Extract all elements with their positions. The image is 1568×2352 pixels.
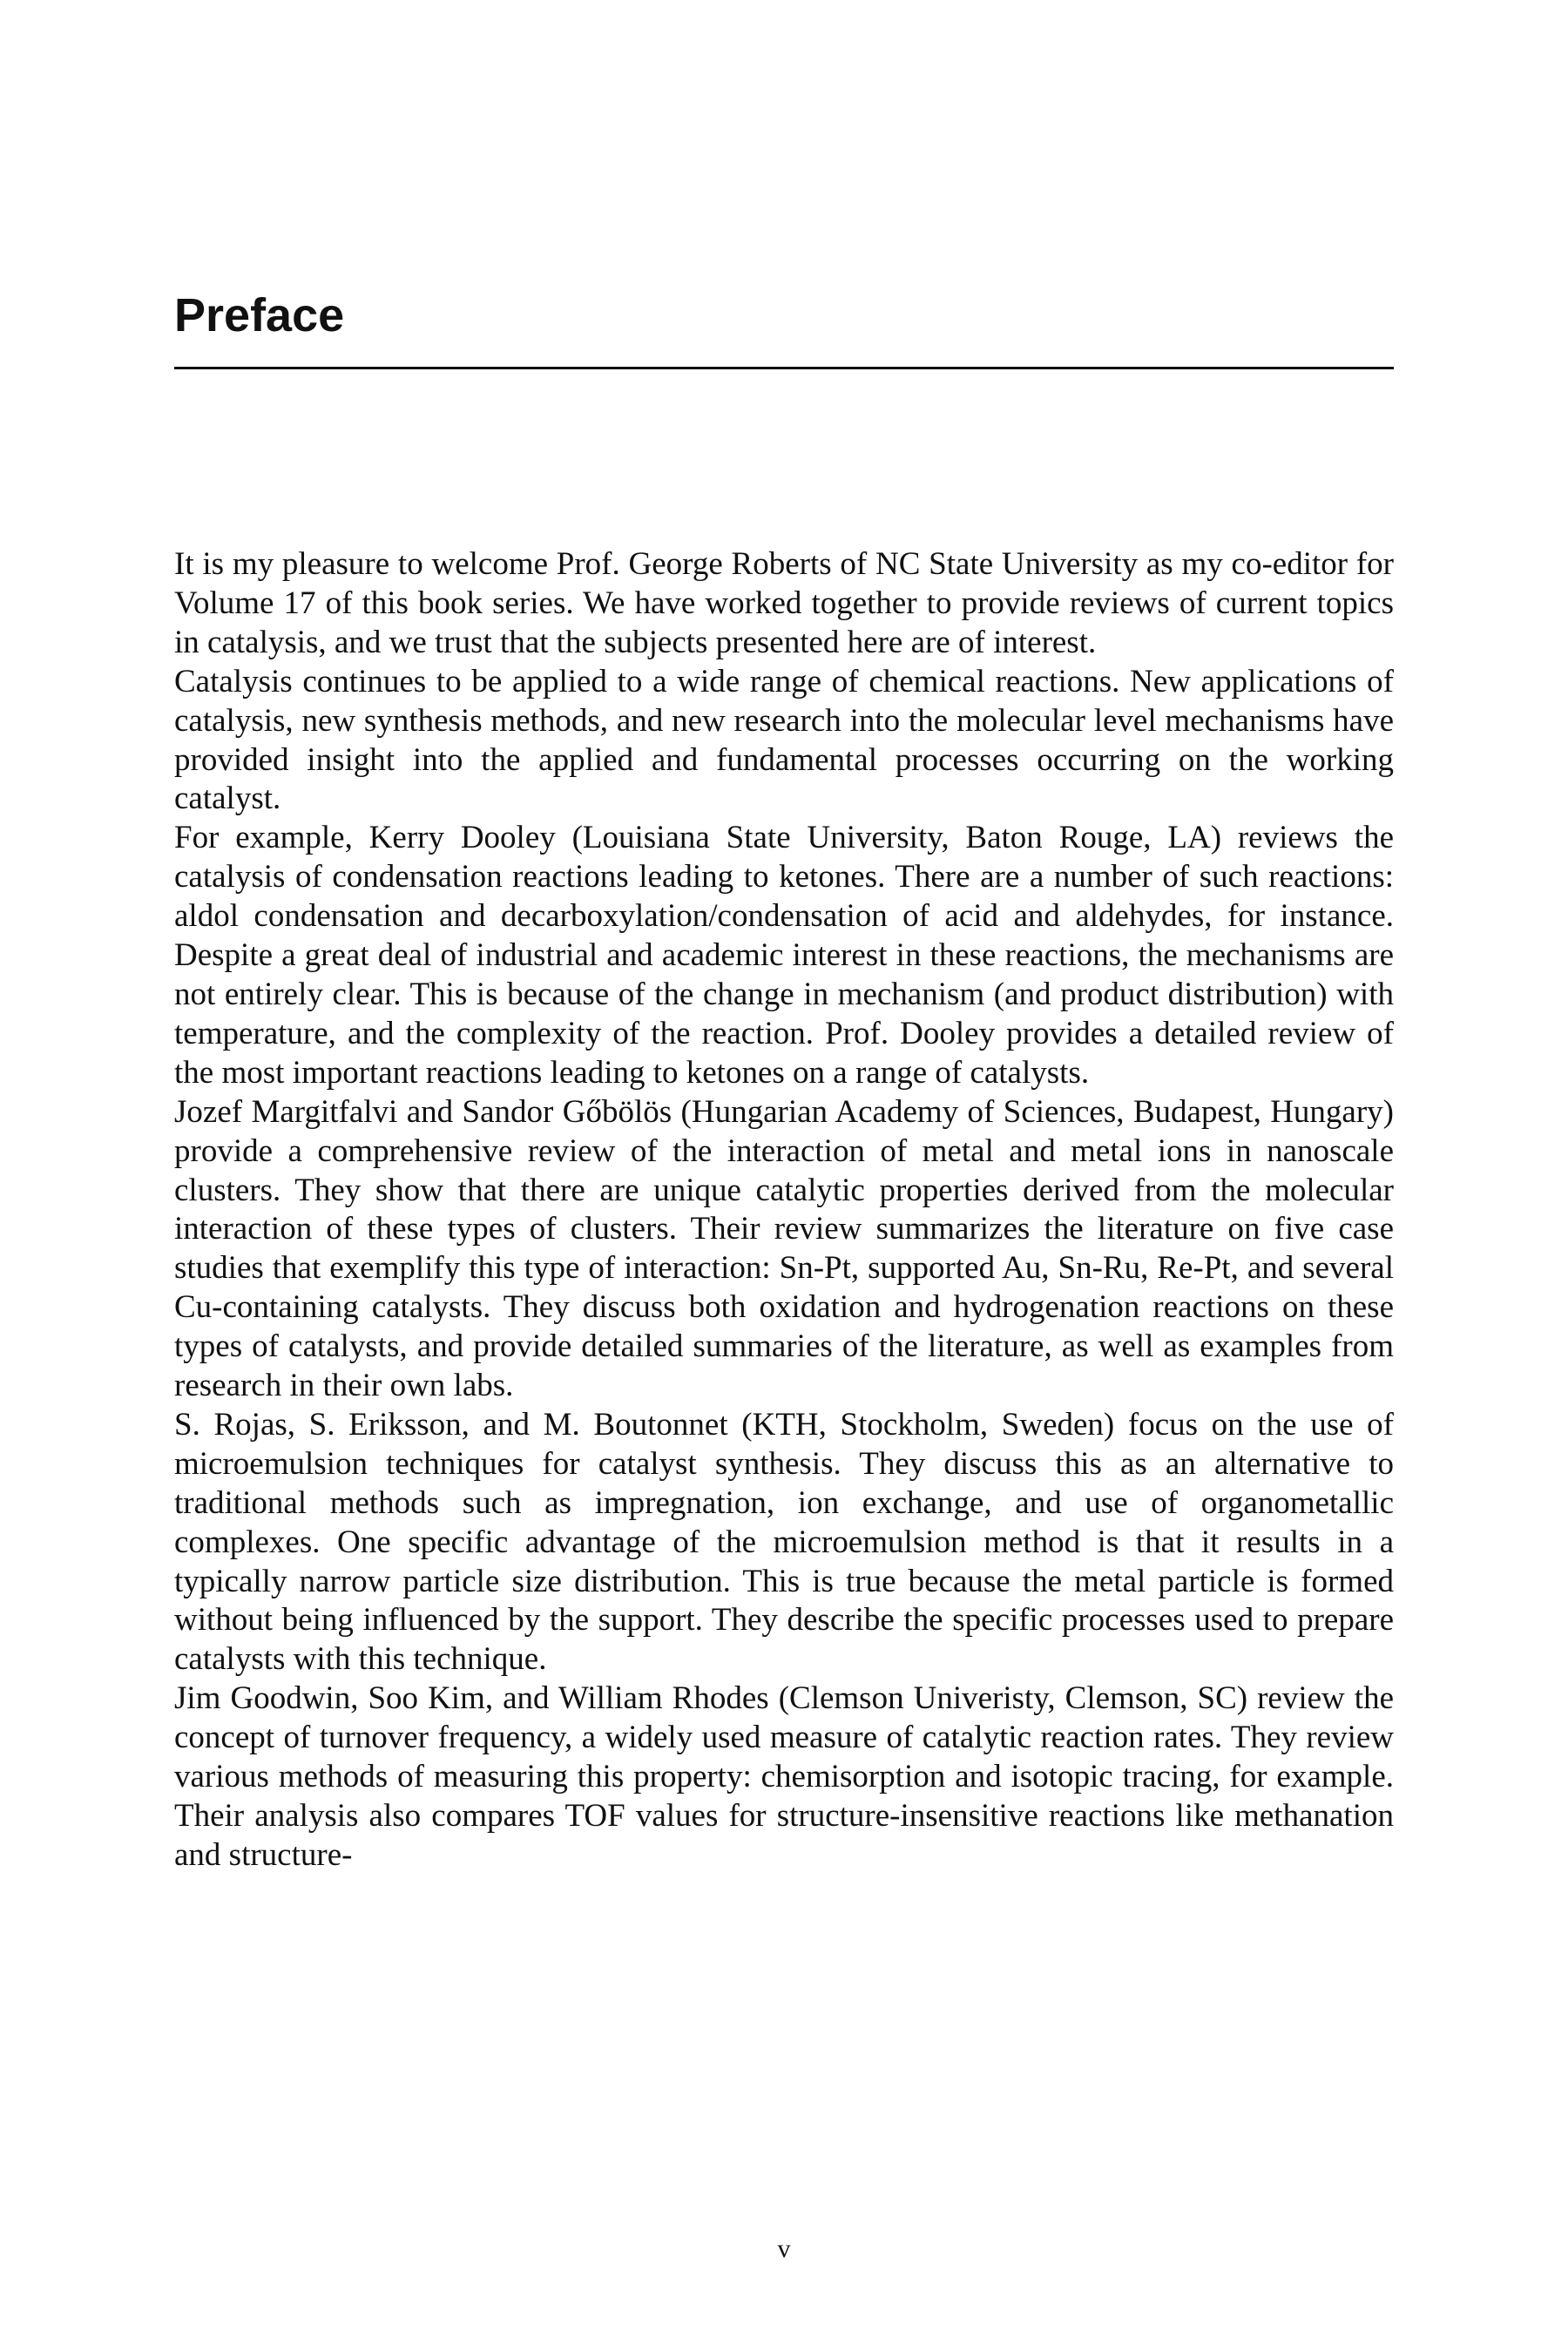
paragraph: It is my pleasure to welcome Prof. George Roberts of NC State University as my co-editor for Volume 17 of this book series. We have worked together to provide reviews of current topics in catalysis, and we trust that the subjects presented here are of interest.: [174, 546, 1394, 660]
paragraph: For example, Kerry Dooley (Louisiana State University, Baton Rouge, LA) reviews the catalysis of condensation reactions leading to ketones. There are a number of such reactions: aldol condensation and decarboxylation/condensation of acid and aldehydes, for instance. Despite a great deal of industrial and academic interest in these reactions, the mechanisms are not entirely clear. This is because of the change in mechanism (and product distribution) with temperature, and the complexity of the reaction. Prof. Dooley provides a detailed review of the most important reactions leading to ketones on a range of catalysts.: [174, 820, 1394, 1091]
body-text: [174, 545, 1394, 1876]
page-number: v: [777, 2234, 791, 2263]
page-title: Preface: [174, 289, 345, 341]
title-rule: [174, 367, 1394, 369]
paragraph: Jim Goodwin, Soo Kim, and William Rhodes (Clemson Univeristy, Clemson, SC) review the concept of turnover frequency, a widely used measure of catalytic reaction rates. They review various methods of measuring this property: chemisorption and isotopic tracing, for example. Their analysis also compares TOF values for structure-insensitive reactions like methanation and structure-: [174, 1680, 1394, 1873]
paragraph: Catalysis continues to be applied to a wide range of chemical reactions. New applications of catalysis, new synthesis methods, and new research into the molecular level mechanisms have provided insight into the applied and fundamental processes occurring on the working catalyst.: [174, 663, 1394, 817]
paragraph: S. Rojas, S. Eriksson, and M. Boutonnet (KTH, Stockholm, Sweden) focus on the use of microemulsion techniques for catalyst synthesis. They discuss this as an alternative to traditional methods such as impregnation, ion exchange, and use of organometallic complexes. One specific advantage of the microemulsion method is that it results in a typically narrow particle size distribution. This is true because the metal particle is formed without being influenced by the support. They describe the specific processes used to prepare catalysts with this technique.: [174, 1406, 1394, 1678]
paragraph: Jozef Margitfalvi and Sandor Gőbölös (Hungarian Academy of Sciences, Budapest, Hungary) provide a comprehensive review of the interaction of metal and metal ions in nanoscale clusters. They show that there are unique catalytic properties derived from the molecular interaction of these types of clusters. Their review summarizes the literature on five case studies that exemplify this type of interaction: Sn-Pt, supported Au, Sn-Ru, Re-Pt, and several Cu-containing catalysts. They discuss both oxidation and hydrogenation reactions on these types of catalysts, and provide detailed summaries of the literature, as well as examples from research in their own labs.: [174, 1093, 1394, 1404]
